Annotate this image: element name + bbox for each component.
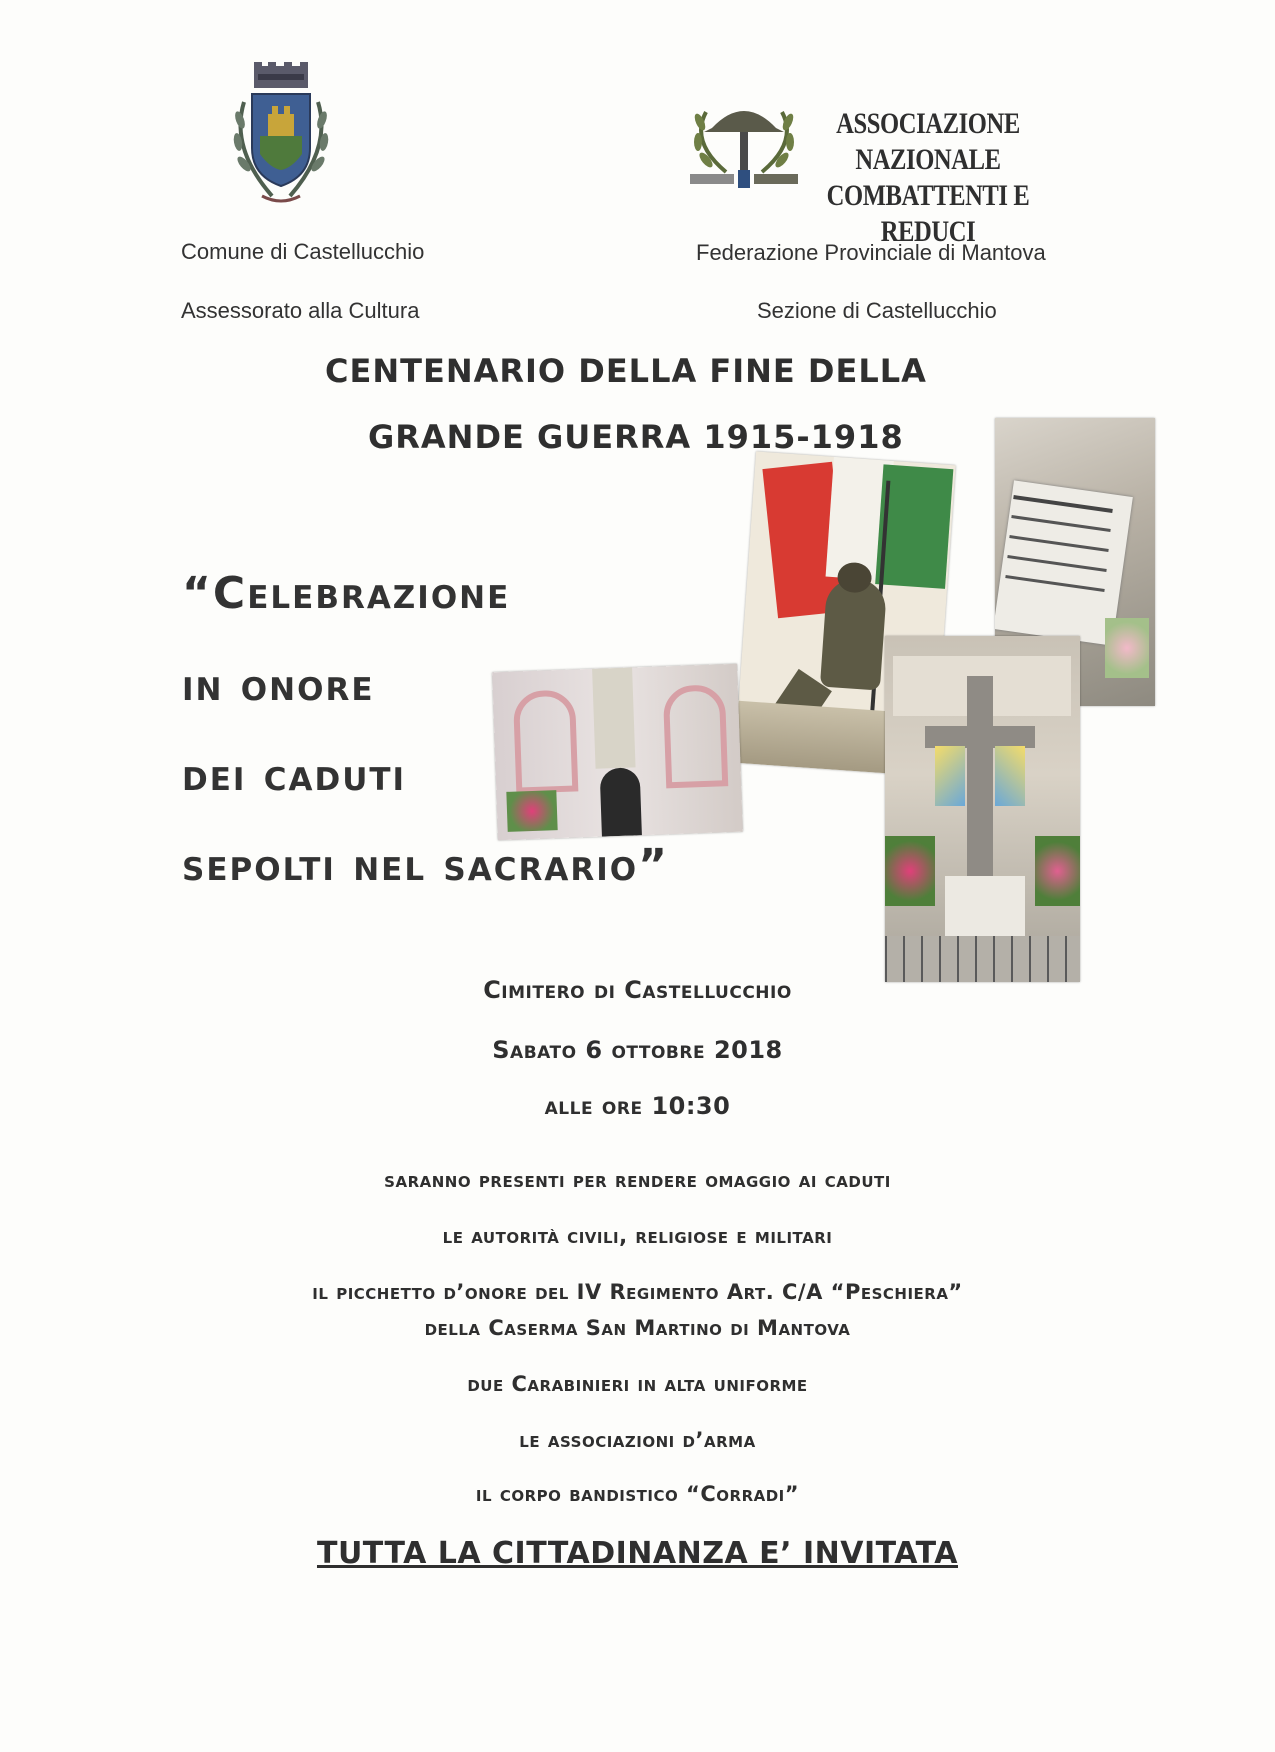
coat-of-arms-icon: [222, 58, 340, 208]
sacrarium-altar-photo: [492, 664, 743, 840]
celebration-line-3: dei caduti: [182, 750, 407, 801]
celebration-line-1: “Celebrazione: [182, 568, 511, 619]
ancr-logo-icon: [686, 92, 802, 200]
attendee-item: della Caserma San Martino di Mantova: [424, 1316, 851, 1340]
attendee-item: le associazioni d’arma: [519, 1428, 756, 1452]
invitation-text: TUTTA LA CITTADINANZA E’ INVITATA: [316, 1536, 958, 1571]
event-place: Cimitero di Castellucchio: [483, 976, 792, 1004]
invitation-banner: [0, 1536, 1275, 1571]
ancr-logo-text-line2: COMBATTENTI E REDUCI: [826, 179, 1030, 248]
attendee-item: il picchetto d’onore del IV Regimento Art. C/A “Peschiera”: [312, 1280, 963, 1304]
ancr-logo-text: [805, 106, 1051, 250]
celebration-line-4: sepolti nel sacrario”: [182, 840, 669, 891]
event-date: Sabato 6 ottobre 2018: [492, 1036, 783, 1064]
title-line-1: CENTENARIO DELLA FINE DELLA: [325, 352, 927, 390]
municipality-name: Comune di Castellucchio: [181, 239, 425, 264]
celebration-line-2: in onore: [182, 660, 375, 711]
federation-name: Federazione Provinciale di Mantova: [696, 240, 1046, 265]
attendee-item: due Carabinieri in alta uniforme: [467, 1372, 808, 1396]
title-line-2: GRANDE GUERRA 1915-1918: [368, 418, 904, 456]
section-name: Sezione di Castellucchio: [757, 298, 997, 323]
sacrarium-cross-photo: [885, 636, 1080, 982]
attendee-item: le autorità civili, religiose e militari: [442, 1224, 833, 1248]
department-name: Assessorato alla Cultura: [181, 298, 420, 323]
attendees-intro: saranno presenti per rendere omaggio ai caduti: [384, 1168, 891, 1192]
attendee-item: il corpo bandistico “Corradi”: [475, 1482, 800, 1506]
ancr-logo-text-line1: ASSOCIAZIONE NAZIONALE: [836, 107, 1020, 176]
event-time: alle ore 10:30: [544, 1092, 731, 1120]
